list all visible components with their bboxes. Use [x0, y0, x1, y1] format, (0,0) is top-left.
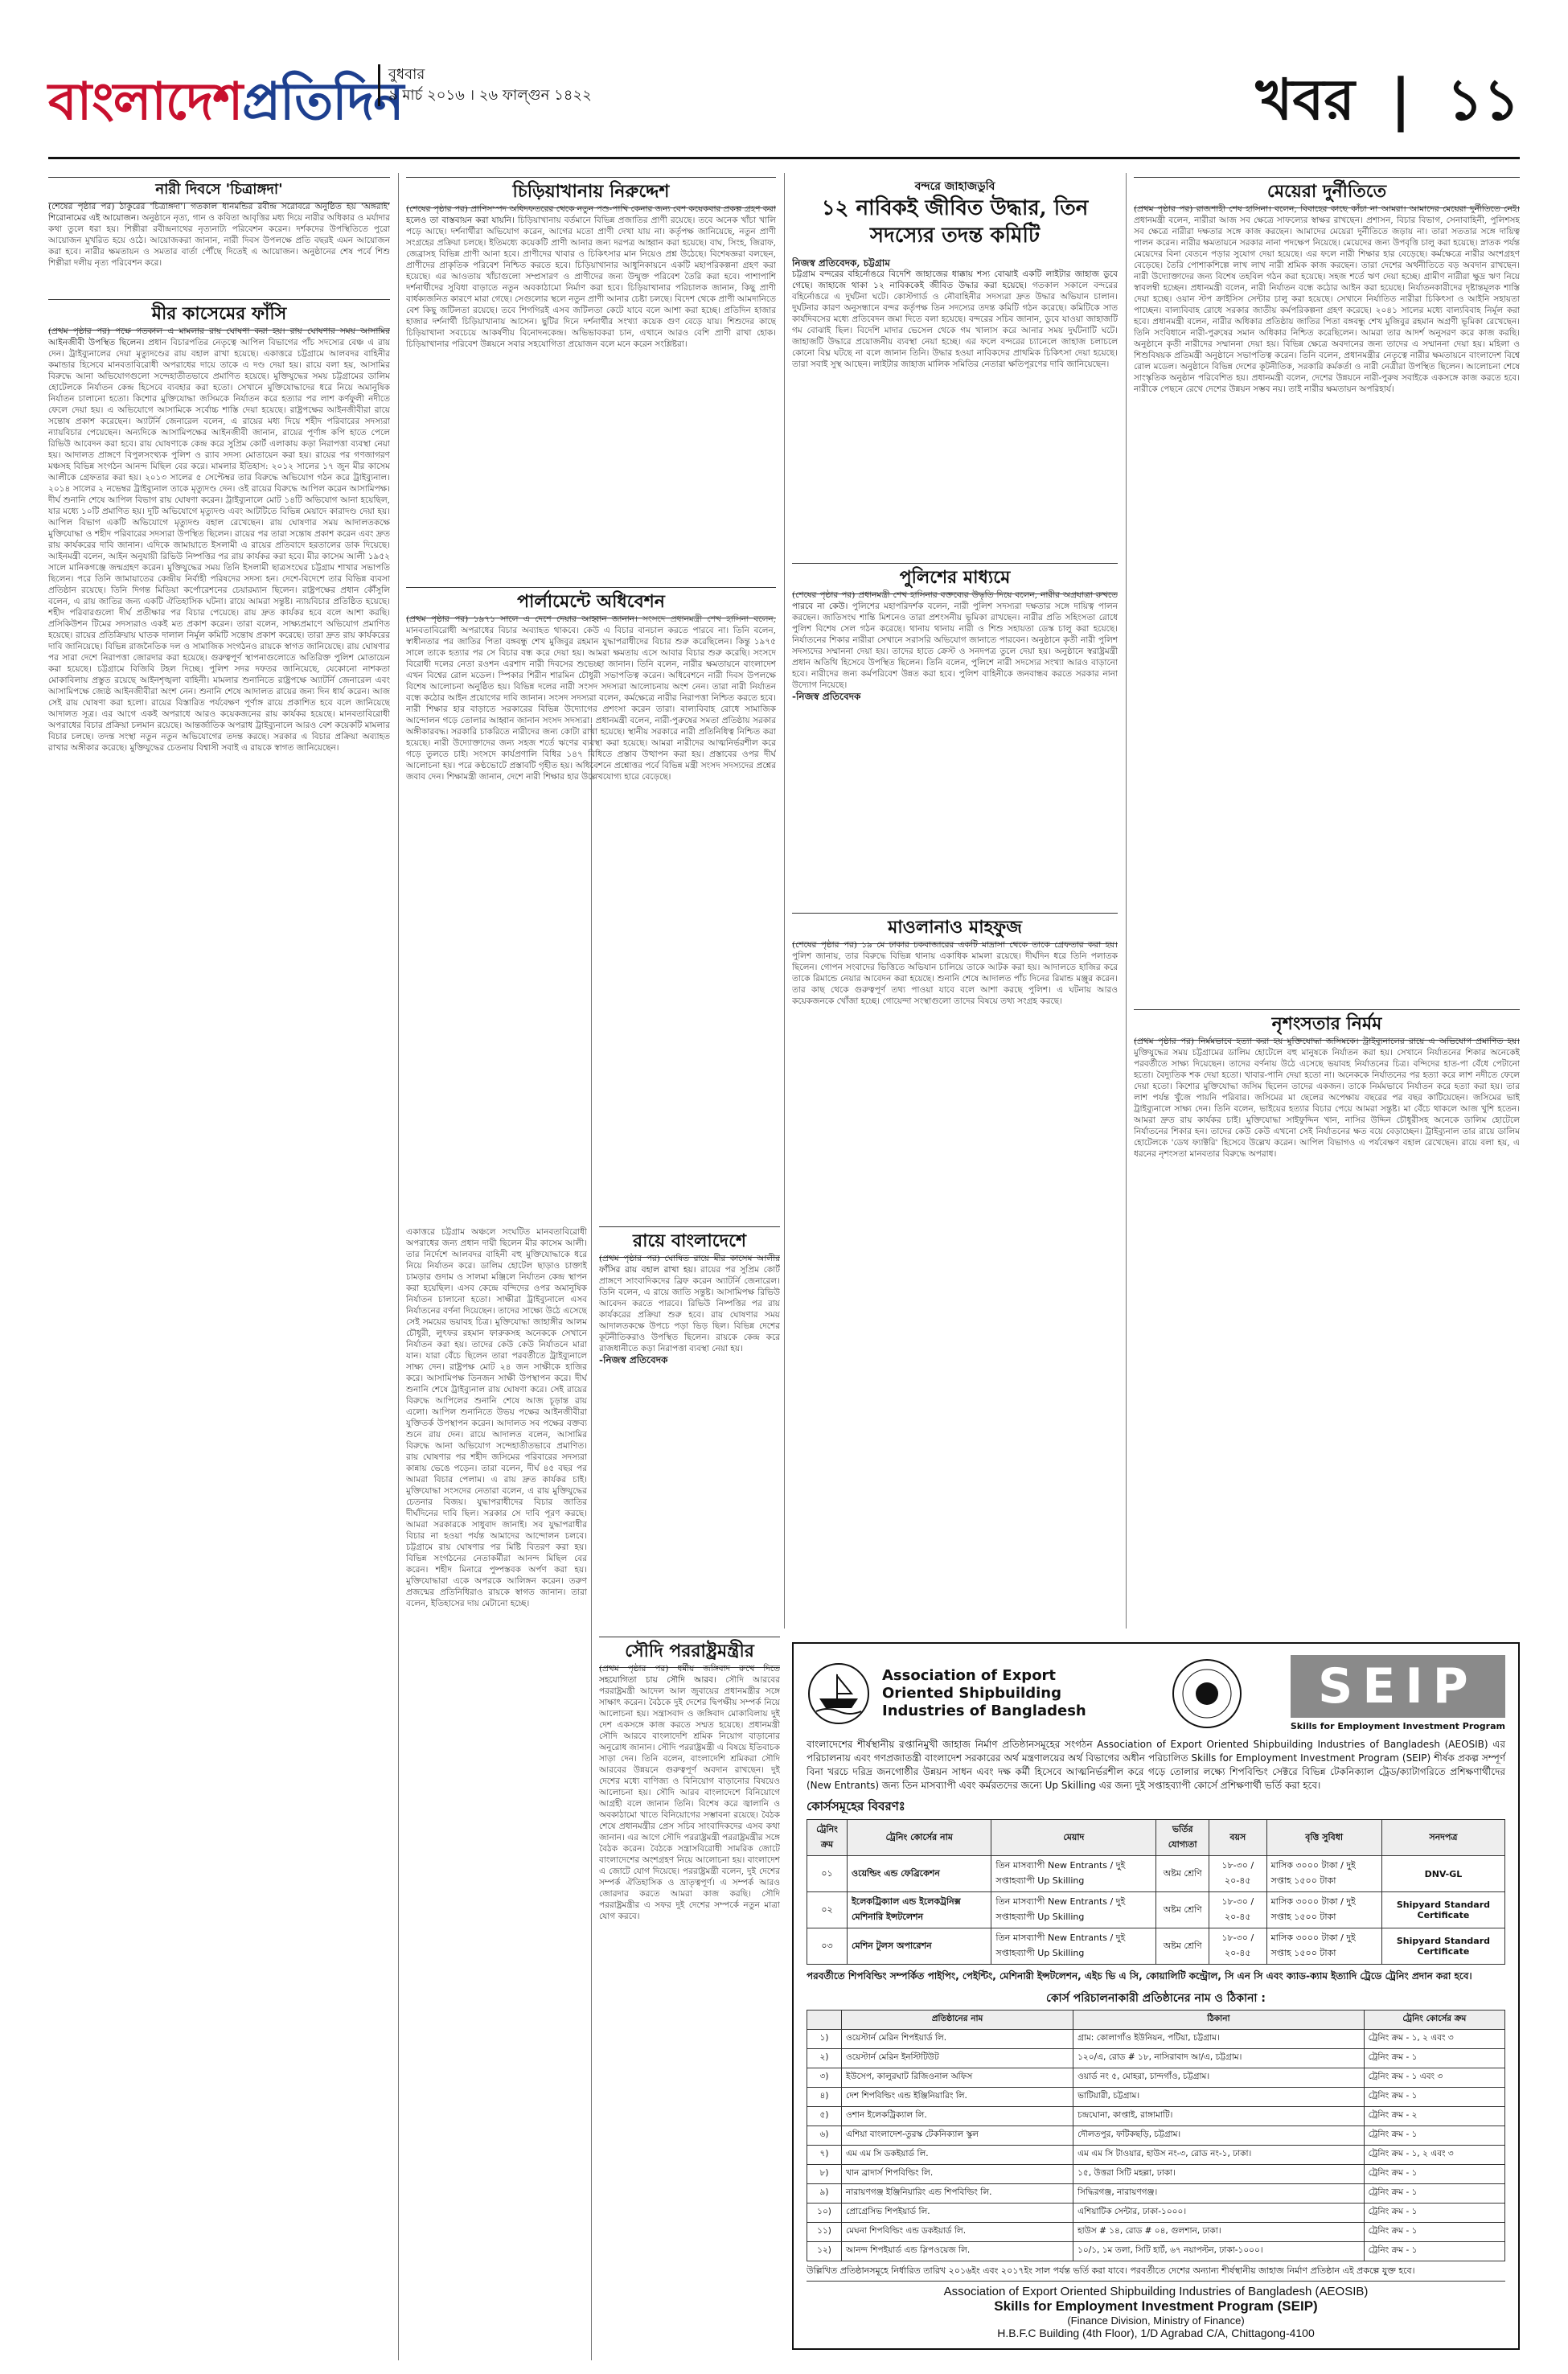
institute-name: এশিয়া বাংলাদেশ-তুরস্ক টেকনিক্যাল স্কুল [842, 2126, 1073, 2146]
headline-parliament: পার্লামেন্টে অধিবেশন [406, 587, 776, 618]
body-text: একাত্তরে চট্টগ্রাম অঞ্চলে সংঘটিত মানবতাবিরোধী অপরাধের জন্য প্রধান দায়ী ছিলেন মীর কাসেম আলী। তার নির্দেশে আলবদর বাহিনী বহু মুক্তিযোদ্ধাকে ধরে নিয়ে নির্যাতন করে। ডালিম হোটেল ছাড়াও চাক্তাই চামড়ার গুদাম ও সালমা মঞ্জিলে নির্যাতন কেন্দ্র স্থাপন করা হয়েছিল। এসব কেন্দ্রে বন্দিদের ওপর অমানুষিক নির্যাতন চালানো হতো। সাক্ষীরা ট্রাইব্যুনালে এসব নির্যাতনের বর্ণনা দিয়েছেন। তাদের সাক্ষ্যে উঠে এসেছে সেই সময়ের ভয়াবহ চিত্র। মুক্তিযোদ্ধা জাহাঙ্গীর আলম চৌধুরী, লুৎফর রহমান ফারুকসহ অনেককে সেখানে নির্যাতন করা হয়। তাদের কেউ কেউ নির্যাতনে মারা যান। যারা বেঁচে ছিলেন তারা পরবর্তীতে ট্রাইব্যুনালে সাক্ষ্য দেন। রাষ্ট্রপক্ষ মোট ২৪ জন সাক্ষীকে হাজির করে। আসামিপক্ষ তিনজন সাক্ষী উপস্থাপন করে। দীর্ঘ শুনানি শেষে ট্রাইব্যুনাল রায় ঘোষণা করে। সেই রায়ের বিরুদ্ধে আপিলের শুনানি শেষে আজ চূড়ান্ত রায় এলো। আপিল শুনানিতে উভয় পক্ষের আইনজীবীরা যুক্তিতর্ক উপস্থাপন করেন। আদালত সব পক্ষের বক্তব্য শুনে রায় দেন। রায়ে আদালত বলেন, আসামির বিরুদ্ধে আনা অভিযোগ সন্দেহাতীতভাবে প্রমাণিত। রায় ঘোষণার পর শহীদ জসিমের পরিবারের সদস্যরা কান্নায় ভেঙে পড়েন। তারা বলেন, দীর্ঘ ৪৫ বছর পর আমরা বিচার পেলাম। এ রায় দ্রুত কার্যকর চাই। মুক্তিযোদ্ধা সংসদের নেতারা বলেন, এ রায় মুক্তিযুদ্ধের চেতনার বিজয়। যুদ্ধাপরাধীদের বিচার জাতির দীর্ঘদিনের দাবি ছিল। সরকার সে দাবি পূরণ করছে। আমরা সরকারকে সাধুবাদ জানাই। সব যুদ্ধাপরাধীর বিচার না হওয়া পর্যন্ত আমাদের আন্দোলন চলবে। চট্টগ্রামে রায় ঘোষণার পর মিষ্টি বিতরণ করা হয়। বিভিন্ন সংগঠনের নেতাকর্মীরা আনন্দ মিছিল বের করেন। শহীদ মিনারে পুষ্পস্তবক অর্পণ করা হয়। মুক্তিযোদ্ধারা একে অপরকে আলিঙ্গন করেন। তরুণ প্রজন্মের প্রতিনিধিরাও রায়কে স্বাগত জানান। তারা বলেন, ইতিহাসের দায় মেটানো হচ্ছে। [406, 1227, 587, 1608]
article-brutal [1134, 1036, 1520, 1635]
article-mir-kasem-continued [406, 1226, 587, 2352]
article-lead: (প্রথম পৃষ্ঠার পর) ১৯৭১ সালে এ দেশে দেয়ার আহ্বান জানান। [406, 614, 638, 624]
institute-row [807, 2049, 1505, 2068]
article-mahfuz [792, 939, 1118, 1217]
institute-row [807, 2107, 1505, 2126]
headline-girls: মেয়েরা দুর্নীতিতে [1134, 177, 1520, 208]
masthead-rule [48, 157, 1520, 159]
course-no: ০১ [807, 1856, 848, 1892]
column-header: ট্রেনিং কোর্সের ক্রম [1364, 2011, 1504, 2030]
institute-no: ১) [807, 2030, 842, 2049]
institute-name: খান ব্রাদার্স শিপবিল্ডিং লি. [842, 2165, 1073, 2184]
article-lead: (প্রথম পৃষ্ঠার পর) ধর্মীয় জঙ্গিবাদ রুখে দিতে সহযোগিতা চায় সৌদি আরব। [599, 1664, 780, 1685]
article-girls [1134, 203, 1520, 1004]
institute-no: ৩) [807, 2068, 842, 2088]
institute-address: গ্রাম: কোলাগাঁও ইউনিয়ন, পটিয়া, চট্টগ্রাম। [1073, 2030, 1365, 2049]
institute-name: নারায়ণগঞ্জ ইঞ্জিনিয়ারিং এন্ড শিপবিল্ডিং লি. [842, 2184, 1073, 2204]
column-header: মেয়াদ [991, 1820, 1156, 1856]
article-credit: -নিজস্ব প্রতিবেদক [599, 1354, 668, 1366]
article-lead: (শেষের পৃষ্ঠার পর) প্রধানমন্ত্রী শেখ হাসিনার বক্তব্যের উদ্ধৃতি দিয়ে বলেন, নারীর অগ্রযাত্রা রুখতে পারবে না কেউ। [792, 590, 1118, 611]
institute-no: ১১) [807, 2223, 842, 2242]
article-lead: (প্রথম পৃষ্ঠার পর) ঘোষিত রায়ে মীর কাসেম আলীর ফাঁসির রায় বহাল রাখা হয়। [599, 1254, 780, 1275]
institute-no: ১২) [807, 2242, 842, 2261]
article-saudi [599, 1663, 780, 2355]
institute-address: ১০/১, ১ম তলা, সিটি হার্ট, ৬৭ নয়াপল্টন, ঢাকা-১০০০। [1073, 2242, 1365, 2261]
course-no: ০৩ [807, 1928, 848, 1965]
kicker-ship: বন্দরে জাহাজডুবি [914, 180, 995, 193]
course-row [807, 1928, 1505, 1965]
institute-address: এম এম সি টাওয়ার, হাউস নং-৩, রোড নং-১, ঢাকা। [1073, 2146, 1365, 2165]
institute-courses: ট্রেনিং ক্রম - ১ [1364, 2184, 1504, 2204]
article-lead: (শেষের পৃষ্ঠার পর) প্রাণিসম্পদ অধিদফতরের থেকে নতুন পশু-পাখি কেনার জন্য বেশ কয়েকবার প্রকল্প গ্রহণ করা হলেও তা বাস্তবায়ন করা যায়নি। [406, 204, 776, 225]
headline-police: পুলিশের মাধ্যমে [792, 563, 1118, 594]
body-text: পুলিশ জানায়, তার বিরুদ্ধে বিভিন্ন থানায় একাধিক মামলা রয়েছে। দীর্ঘদিন ধরে তিনি পলাতক ছিলেন। গোপন সংবাদের ভিত্তিতে অভিযান চালিয়ে তাকে আটক করা হয়। আদালতে হাজির করে তাকে রিমান্ডে নেয়ার আবেদন করা হয়েছে। শুনানি শেষে আদালত পাঁচ দিনের রিমান্ড মঞ্জুর করেন। তার কাছ থেকে গুরুত্বপূর্ণ তথ্য পাওয়া যাবে বলে আশা করছে পুলিশ। এ ঘটনায় আরও কয়েকজনকে খোঁজা হচ্ছে। গোয়েন্দা সংস্থাগুলো তাদের বিষয়ে তথ্য সংগ্রহ করছে। [792, 951, 1118, 1006]
headline-brutal: নৃশংসতার নির্মম [1134, 1009, 1520, 1041]
institute-address: চন্দ্রঘোনা, কাপ্তাই, রাঙ্গামাটি। [1073, 2107, 1365, 2126]
course-stipend: মাসিক ৩০০০ টাকা / দুই সপ্তাহ ১৫০০ টাকা [1266, 1892, 1381, 1928]
footer-address: H.B.F.C Building (4th Floor), 1/D Agrabad C/A, Chittagong-4100 [997, 2327, 1315, 2339]
course-certificate: Shipyard Standard Certificate [1381, 1928, 1504, 1965]
seip-logo-block [1291, 1655, 1505, 1731]
course-table-wrap [794, 1819, 1518, 1965]
course-duration: তিন মাসব্যাপী New Entrants / দুই সপ্তাহব্যাপী Up Skilling [991, 1892, 1156, 1928]
institute-row [807, 2223, 1505, 2242]
institute-row [807, 2068, 1505, 2088]
course-table [807, 1819, 1505, 1965]
institute-name: ওয়েস্টার্ন মেরিন ইনস্টিটিউট [842, 2049, 1073, 2068]
issue-date-text: ৯ মার্চ ২০১৬ । ২৬ ফাল্গুন ১৪২২ [388, 87, 592, 104]
column-divider [784, 173, 785, 1629]
institute-row [807, 2165, 1505, 2184]
article-lead: (প্রথম পৃষ্ঠার পর) পক্ষে গতকাল এ মামলার রায় ঘোষণা করা হয়। রায় ঘোষণার সময় আসামির আইনজীবী উপস্থিত ছিলেন। [48, 327, 390, 347]
institute-row [807, 2242, 1505, 2261]
headline-ship: ১২ নাবিকই জীবিত উদ্ধার, তিন সদস্যের তদন্ত কমিটি [821, 196, 1089, 248]
article-lead: (প্রথম পৃষ্ঠার পর) নির্মমভাবে হত্যা করা হয় মুক্তিযোদ্ধা জসিমকে। ট্রাইব্যুনালের রায়ে এ অভিযোগ প্রমাণিত হয়। [1134, 1037, 1520, 1046]
headline-mahfuz: মাওলানাও মাহফুজ [792, 913, 1118, 944]
article-parliament [406, 614, 776, 1221]
course-duration: তিন মাসব্যাপী New Entrants / দুই সপ্তাহব্যাপী Up Skilling [991, 1928, 1156, 1965]
institute-no: ৫) [807, 2107, 842, 2126]
institute-address: সিদ্ধিরগঞ্জ, নারায়ণগঞ্জ। [1073, 2184, 1365, 2204]
article-lead: (শেষের পৃষ্ঠার পর) ঠাকুরের 'চিত্রাঙ্গদা'। গতকাল ধানমন্ডির রবীন্দ্র সরোবরে অনুষ্ঠিত হয় 'অঙ্গরাই' শিরোনামের এই আয়োজন। [48, 202, 390, 223]
institute-courses: ট্রেনিং ক্রম - ১ [1364, 2204, 1504, 2223]
course-stipend: মাসিক ৩০০০ টাকা / দুই সপ্তাহ ১৫০০ টাকা [1266, 1856, 1381, 1892]
logo-part1: বাংলাদেশ [48, 72, 243, 132]
institutes-table-wrap [794, 2010, 1518, 2261]
headline-women-day: নারী দিবসে 'চিত্রাঙ্গদা' [48, 177, 390, 203]
column-header: প্রতিষ্ঠানের নাম [842, 2011, 1073, 2030]
issue-date [378, 64, 592, 106]
govt-seal-icon [1171, 1657, 1243, 1730]
body-text: সংসদে প্রধানমন্ত্রী শেখ হাসিনা বলেন, মানবতাবিরোধী অপরাধের বিচার অব্যাহত থাকবে। কেউ এ বিচার বানচাল করতে পারবে না। তিনি বলেন, স্বাধীনতার পর জাতির পিতা বঙ্গবন্ধু শেখ মুজিবুর রহমান যুদ্ধাপরাধীদের বিচার শুরু করেছিলেন। কিন্তু ১৯৭৫ সালে তাকে হত্যার পর সে বিচার বন্ধ করে দেয়া হয়। আমরা ক্ষমতায় এসে আবার বিচার শুরু করেছি। সংসদে বিরোধী দলের নেতা রওশন এরশাদ নারী দিবসের শুভেচ্ছা জানান। তিনি বলেন, নারীর ক্ষমতায়নে বাংলাদেশ এখন বিশ্বের রোল মডেল। স্পিকার শিরীন শারমিন চৌধুরী সভাপতিত্ব করেন। অধিবেশনে নারী দিবস উপলক্ষে বিশেষ আলোচনা অনুষ্ঠিত হয়। বিভিন্ন দলের নারী সংসদ সদস্যরা আলোচনায় অংশ নেন। তারা নারী নির্যাতন বন্ধে কঠোর আইন প্রয়োগের দাবি জানান। সংসদ সদস্যরা বলেন, কর্মক্ষেত্রে নারীর নিরাপত্তা নিশ্চিত করতে হবে। নারী শিক্ষার হার বাড়াতে সরকারের বিভিন্ন উদ্যোগের প্রশংসা করেন তারা। বাল্যবিবাহ রোধে সামাজিক আন্দোলন গড়ে তোলার আহ্বান জানান সংসদ সদস্যরা। প্রধানমন্ত্রী বলেন, নারী-পুরুষের সমতা প্রতিষ্ঠায় সরকার অঙ্গীকারবদ্ধ। সরকারি চাকরিতে নারীদের জন্য কোটা রাখা হয়েছে। স্থানীয় সরকারে নারী প্রতিনিধিত্ব নিশ্চিত করা হয়েছে। নারী উদ্যোক্তাদের জন্য সহজ শর্তে ঋণের ব্যবস্থা করা হয়েছে। আমরা নারীদের আত্মনির্ভরশীল করে গড়ে তুলতে চাই। সংসদে কার্যপ্রণালি বিধির ১৪৭ বিধিতে প্রস্তাব উত্থাপন করা হয়। প্রস্তাবের ওপর দীর্ঘ আলোচনা হয়। পরে কণ্ঠভোটে প্রস্তাবটি গৃহীত হয়। অধিবেশনে প্রশ্নোত্তর পর্বে বিভিন্ন মন্ত্রী সংসদ সদস্যদের প্রশ্নের জবাব দেন। শিক্ষামন্ত্রী জানান, দেশে নারী শিক্ষার হার উল্লেখযোগ্য হারে বেড়েছে। [406, 614, 776, 782]
course-qualification: অষ্টম শ্রেণি [1156, 1856, 1209, 1892]
course-qualification: অষ্টম শ্রেণি [1156, 1892, 1209, 1928]
institute-name: আনন্দ শিপইয়ার্ড এন্ড স্লিপওয়েজ লি. [842, 2242, 1073, 2261]
institute-courses: ট্রেনিং ক্রম - ১ [1364, 2126, 1504, 2146]
headline-mir-kasem: মীর কাসেমের ফাঁসি [48, 299, 390, 331]
article-zoo [406, 203, 776, 581]
course-duration: তিন মাসব্যাপী New Entrants / দুই সপ্তাহব্যাপী Up Skilling [991, 1856, 1156, 1892]
institute-courses: ট্রেনিং ক্রম - ১, ২ এবং ৩ [1364, 2146, 1504, 2165]
institute-row [807, 2146, 1505, 2165]
section-name: খবর [1255, 66, 1355, 133]
institute-no: ১০) [807, 2204, 842, 2223]
course-certificate: DNV-GL [1381, 1856, 1504, 1892]
article-mir-kasem [48, 326, 390, 2352]
seip-tagline: Skills for Employment Investment Program [1290, 1721, 1505, 1731]
institute-row [807, 2088, 1505, 2107]
page-number: ১১ [1447, 66, 1520, 133]
institute-address: ভাটিয়ারী, চট্টগ্রাম। [1073, 2088, 1365, 2107]
article-women-day [48, 201, 390, 294]
body-text: মুক্তিযুদ্ধের সময় চট্টগ্রামের ডালিম হোটেলে বহু মানুষকে নির্যাতন করা হয়। সেখানে নির্যাতনের শিকার অনেকেই পরবর্তীতে সাক্ষ্য দিয়েছেন। তাদের বর্ণনায় উঠে এসেছে ভয়াবহ নির্যাতনের চিত্র। বন্দিদের হাত-পা বেঁধে পেটানো হতো। বৈদ্যুতিক শক দেয়া হতো। খাবার-পানি দেয়া হতো না। অনেককে নির্যাতনের পর হত্যা করে লাশ নদীতে ফেলে দেয়া হতো। কিশোর মুক্তিযোদ্ধা জসিম ছিলেন তাদের একজন। তাকে নির্মমভাবে নির্যাতন করে হত্যা করা হয়। তার লাশ পর্যন্ত খুঁজে পায়নি পরিবার। জসিমের মা ছেলের অপেক্ষায় বছরের পর বছর কাটিয়েছেন। জসিমের ভাই ট্রাইব্যুনালে সাক্ষ্য দেন। তিনি বলেন, ভাইয়ের হত্যার বিচার পেয়ে আমরা সন্তুষ্ট। মা বেঁচে থাকলে আজ খুশি হতেন। আমরা দ্রুত রায় কার্যকর চাই। মুক্তিযোদ্ধা সাইফুদ্দিন খান, নাসির উদ্দিন চৌধুরীসহ অনেকে ডালিম হোটেলে নির্যাতনের শিকার হন। তাদের কেউ কেউ এখনো সেই নির্যাতনের ক্ষত বয়ে বেড়াচ্ছেন। ট্রাইব্যুনাল তার রায়ে ডালিম হোটেলকে 'ডেথ ফ্যাক্টরি' হিসেবে উল্লেখ করেন। আপিল বিভাগও এ পর্যবেক্ষণ বহাল রেখেছেন। রায়ে বলা হয়, এ ধরনের নৃশংসতা মানবতার বিরুদ্ধে অপরাধ। [1134, 1048, 1520, 1159]
institute-courses: ট্রেনিং ক্রম - ১ [1364, 2088, 1504, 2107]
institute-name: ওশান ইলেকট্রিক্যাল লি. [842, 2107, 1073, 2126]
ad-intro-text: বাংলাদেশের শীর্ষস্থানীয় রপ্তানিমুখী জাহাজ নির্মাণ প্রতিষ্ঠানসমূহের সংগঠন Association of Export Oriented Shipbuilding Industries of Bangladesh (AEOSIB) এর পরিচালনায় এবং গণপ্রজাতন্ত্রী বাংলাদেশ সরকারের অর্থ মন্ত্রণালয়ের অর্থ বিভাগের অধীন পরিচালিত Skills for Employment Investment Program (SEIP) শীর্ষক প্রকল্প সম্পূর্ণ বিনা খরচে দরিদ্র জনগোষ্ঠীর উন্নয়ন সাধন এবং দক্ষ কর্মী হিসেবে আত্মনির্ভরশীল করে গড়ে তোলার লক্ষ্যে শিপবিল্ডিং সেক্টরে বিভিন্ন টেকনিক্যাল ট্রেড/ক্যাটাগরিতে প্রশিক্ষণার্থীদের (New Entrants) জন্য তিন মাসব্যাপী এবং কর্মরতদের জন্যে Up Skilling এর জন্য দুই সপ্তাহব্যাপী কোর্সে প্রশিক্ষণার্থী ভর্তি করা হবে। [807, 1739, 1505, 1791]
body-text: রায়ের পর সুপ্রিম কোর্ট প্রাঙ্গণে সাংবাদিকদের ব্রিফ করেন অ্যাটর্নি জেনারেল। তিনি বলেন, এ রায়ে জাতি সন্তুষ্ট। আসামিপক্ষ রিভিউ আবেদন করতে পারবে। রিভিউ নিষ্পত্তির পর রায় কার্যকরের প্রক্রিয়া শুরু হবে। রায় ঘোষণার সময় আদালতকক্ষে উপচে পড়া ভিড় ছিল। বিভিন্ন দেশের কূটনীতিকরাও উপস্থিত ছিলেন। রায়কে কেন্দ্র করে রাজধানীতে কড়া নিরাপত্তা ব্যবস্থা নেয়া হয়। [599, 1265, 780, 1353]
seip-logo: SEIP [1291, 1655, 1505, 1718]
institute-name: ইউসেপ, কালুরঘাট রিজিওনাল অফিস [842, 2068, 1073, 2088]
article-credit: -নিজস্ব প্রতিবেদক [792, 691, 861, 702]
institute-name: ওয়েস্টার্ন মেরিন শিপইয়ার্ড লি. [842, 2030, 1073, 2049]
column-header: ভর্তির যোগ্যতা [1156, 1820, 1209, 1856]
institute-address: ওয়ার্ড নং ৫, মোহরা, চান্দগাঁও, চট্টগ্রাম। [1073, 2068, 1365, 2088]
body-text: গতকাল সকালে বন্দরের বহির্নোঙরে এ দুর্ঘটনা ঘটে। কোস্টগার্ড ও নৌবাহিনীর সদস্যরা দ্রুত উদ্ধার অভিযান চালান। দুর্ঘটনার কারণ অনুসন্ধানে বন্দর কর্তৃপক্ষ তিন সদস্যের তদন্ত কমিটি গঠন করেছে। কমিটিকে সাত কার্যদিবসের মধ্যে প্রতিবেদন জমা দিতে বলা হয়েছে। বন্দরের সচিব জানান, ডুবে যাওয়া জাহাজটি গম বোঝাই ছিল। বিদেশি মাদার ভেসেল থেকে গম খালাস করে আনার সময় দুর্ঘটনাটি ঘটে। জাহাজটি উদ্ধারে প্রয়োজনীয় ব্যবস্থা নেয়া হচ্ছে। এর ফলে বন্দরের চ্যানেলে জাহাজ চলাচলে কোনো বিঘ্ন ঘটছে না বলে জানান তিনি। উদ্ধার হওয়া নাবিকদের প্রাথমিক চিকিৎসা দেয়া হয়েছে। তারা সবাই সুস্থ আছেন। লাইটার জাহাজ মালিক সমিতির নেতারা ক্ষতিপূরণের দাবি জানিয়েছেন। [792, 281, 1118, 369]
institute-address: হাউস # ১৪, রোড # ০৪, গুলশান, ঢাকা। [1073, 2223, 1365, 2242]
article-ship [792, 257, 1118, 559]
article-lead: চট্টগ্রাম বন্দরের বহির্নোঙরে বিদেশি জাহাজের ধাক্কায় শস্য বোঝাই একটি লাইটার জাহাজ ডুবে গেছে। জাহাজে থাকা ১২ নাবিককেই জীবিত উদ্ধার করা হয়েছে। [792, 269, 1118, 290]
issue-day: বুধবার [388, 66, 425, 83]
article-verdict [599, 1253, 780, 1627]
logo-part2: প্রতিদিন [242, 72, 404, 132]
institute-courses: ট্রেনিং ক্রম - ১, ২ এবং ৩ [1364, 2030, 1504, 2049]
institute-no: ৪) [807, 2088, 842, 2107]
institute-name: প্রোগ্রেসিভ শিপইয়ার্ড লি. [842, 2204, 1073, 2223]
footer-org: Association of Export Oriented Shipbuilding Industries of Bangladesh (AEOSIB) [943, 2285, 1369, 2298]
course-name: মেশিন টুলস অপারেশন [848, 1928, 991, 1965]
column-header: ঠিকানা [1073, 2011, 1365, 2030]
future-courses-note: পরবর্তীতে শিপবিল্ডিং সম্পর্কিত পাইপিং, পেইন্টিং, মেশিনারী ইন্সটলেশন, এইচ ভি এ সি, কোয়ালিটি কন্ট্রোল, সি এন সি এবং ক্যাড-ক্যাম ইত্যাদি ট্রেডে ট্রেনিং প্রদান করা হবে। [807, 1970, 1472, 1982]
institute-address: ১২০/এ, রোড # ১৮, নাসিরাবাদ আ/এ, চট্টগ্রাম। [1073, 2049, 1365, 2068]
course-stipend: মাসিক ৩০০০ টাকা / দুই সপ্তাহ ১৫০০ টাকা [1266, 1928, 1381, 1965]
aeosib-emblem-icon [807, 1661, 871, 1726]
article-police [792, 589, 1118, 907]
institute-row [807, 2204, 1505, 2223]
institute-courses: ট্রেনিং ক্রম - ১ [1364, 2049, 1504, 2068]
headline-verdict: রায়ে বাংলাদেশে [599, 1226, 780, 1258]
institute-name: মেঘনা শিপবিল্ডিং এন্ড ডকইয়ার্ড লি. [842, 2223, 1073, 2242]
institute-courses: ট্রেনিং ক্রম - ১ [1364, 2242, 1504, 2261]
body-text: সৌদি আরবের পররাষ্ট্রমন্ত্রী আদেল আল জুবায়ের প্রধানমন্ত্রীর সঙ্গে সাক্ষাৎ করেন। বৈঠকে দুই দেশের দ্বিপক্ষীয় সম্পর্ক নিয়ে আলোচনা হয়। সন্ত্রাসবাদ ও জঙ্গিবাদ মোকাবিলায় দুই দেশ একসঙ্গে কাজ করতে সম্মত হয়েছে। প্রধানমন্ত্রী সৌদি আরবে বাংলাদেশি শ্রমিক নিয়োগ বাড়ানোর অনুরোধ জানান। সৌদি পররাষ্ট্রমন্ত্রী এ বিষয়ে ইতিবাচক সাড়া দেন। তিনি বলেন, বাংলাদেশি শ্রমিকরা সৌদি আরবের উন্নয়নে গুরুত্বপূর্ণ অবদান রাখছেন। দুই দেশের মধ্যে বাণিজ্য ও বিনিয়োগ বাড়ানোর বিষয়েও আলোচনা হয়। সৌদি আরব বাংলাদেশে বিনিয়োগে আগ্রহী বলে জানান তিনি। বিশেষ করে জ্বালানি ও অবকাঠামো খাতে বিনিয়োগের সম্ভাবনা রয়েছে। বৈঠক শেষে প্রধানমন্ত্রীর প্রেস সচিব সাংবাদিকদের এসব কথা জানান। এর আগে সৌদি পররাষ্ট্রমন্ত্রী পররাষ্ট্রমন্ত্রীর সঙ্গে বৈঠক করেন। বৈঠকে সন্ত্রাসবিরোধী সামরিক জোটে বাংলাদেশের অংশগ্রহণ নিয়ে আলোচনা হয়। বাংলাদেশ এ জোটে যোগ দিয়েছে। পররাষ্ট্রমন্ত্রী বলেন, দুই দেশের সম্পর্ক ঐতিহাসিক ও ভ্রাতৃত্বপূর্ণ। এ সম্পর্ক আরও জোরদার করতে আমরা কাজ করছি। সৌদি পররাষ্ট্রমন্ত্রীর এ সফর দুই দেশের সম্পর্কে নতুন মাত্রা যোগ করবে। [599, 1675, 780, 1921]
footer-program: Skills for Employment Investment Program (SEIP) [994, 2298, 1318, 2314]
column-divider [1126, 173, 1127, 1629]
body-text: অনুষ্ঠানে নৃত্য, গান ও কবিতা আবৃত্তির মধ্য দিয়ে নারীর অধিকার ও মর্যাদার কথা তুলে ধরা হয়। শিল্পীরা রবীন্দ্রনাথের নৃত্যনাট্য পরিবেশন করেন। দর্শকদের উপস্থিতিতে পুরো আয়োজন মুখরিত হয়ে ওঠে। আয়োজকরা জানান, নারী দিবস উপলক্ষে প্রতি বছরই এমন আয়োজন করা হবে। নারীর ক্ষমতায়ন ও সমতার বার্তা পৌঁছে দিতেই এ আয়োজন। অনুষ্ঠানের শেষ পর্বে শিশু শিল্পীরা দলীয় নৃত্য পরিবেশন করে। [48, 213, 390, 268]
column-header [807, 2011, 842, 2030]
body-text: প্রধানমন্ত্রী বলেন, নারীরা আজ সব ক্ষেত্রে সাফল্যের স্বাক্ষর রাখছেন। প্রশাসন, বিচার বিভাগ, সেনাবাহিনী, পুলিশসহ সব ক্ষেত্রে নারীরা দক্ষতার সঙ্গে কাজ করছেন। আমাদের মেয়েরা দুর্নীতিতে জড়ায় না। তারা সততার সঙ্গে দায়িত্ব পালন করেন। নারীর ক্ষমতায়নে সরকার নানা পদক্ষেপ নিয়েছে। মেয়েদের জন্য উপবৃত্তি চালু করা হয়েছে। স্নাতক পর্যন্ত মেয়েদের বিনা বেতনে পড়ার সুযোগ দেয়া হয়েছে। এর ফলে নারী শিক্ষার হার বেড়েছে। কর্মক্ষেত্রে নারীর অংশগ্রহণ বেড়েছে। তৈরি পোশাকশিল্পে লাখ লাখ নারী শ্রমিক কাজ করছেন। তারা দেশের অর্থনীতিতে বড় অবদান রাখছেন। নারী উদ্যোক্তাদের জন্য বিশেষ তহবিল গঠন করা হয়েছে। সহজ শর্তে ঋণ দেয়া হচ্ছে। গ্রামীণ নারীরা ক্ষুদ্র ঋণ নিয়ে স্বাবলম্বী হচ্ছেন। প্রধানমন্ত্রী বলেন, নারী নির্যাতন বন্ধে কঠোর আইন করা হয়েছে। নির্যাতনকারীদের দৃষ্টান্তমূলক শাস্তি দেয়া হচ্ছে। ওয়ান স্টপ ক্রাইসিস সেন্টার চালু করা হয়েছে। সেখানে নির্যাতিত নারীরা চিকিৎসা ও আইনি সহায়তা পাচ্ছেন। বাল্যবিবাহ রোধে সরকার জাতীয় কর্মপরিকল্পনা গ্রহণ করেছে। ২০৪১ সালের মধ্যে বাল্যবিবাহ নির্মূল করা হবে। প্রধানমন্ত্রী বলেন, নারীর অধিকার প্রতিষ্ঠায় জাতির পিতা বঙ্গবন্ধু শেখ মুজিবুর রহমান অগ্রণী ভূমিকা রেখেছেন। তিনি সংবিধানে নারী-পুরুষের সমান অধিকার নিশ্চিত করেছিলেন। আমরা তার আদর্শ অনুসরণ করে কাজ করছি। অনুষ্ঠানে কৃতী নারীদের সম্মাননা দেয়া হয়। বিভিন্ন ক্ষেত্রে অবদানের জন্য তাদের এ সম্মাননা দেয়া হয়। মহিলা ও শিশুবিষয়ক প্রতিমন্ত্রী অনুষ্ঠানে সভাপতিত্ব করেন। তিনি বলেন, প্রধানমন্ত্রীর নেতৃত্বে নারীর ক্ষমতায়নে বাংলাদেশ বিশ্বে রোল মডেল। অনুষ্ঠানে বিভিন্ন দেশের কূটনীতিক, সরকারি কর্মকর্তা ও নারী নেত্রীরা উপস্থিত ছিলেন। আলোচনা শেষে সাংস্কৃতিক অনুষ্ঠান পরিবেশিত হয়। প্রধানমন্ত্রী বলেন, দেশের উন্নয়নে নারী-পুরুষ সবাইকে একসঙ্গে কাজ করতে হবে। নারীকে পেছনে রেখে দেশের উন্নয়ন সম্ভব নয়। তাই নারীর ক্ষমতায়ন অপরিহার্য। [1134, 216, 1520, 394]
institute-no: ৭) [807, 2146, 842, 2165]
institute-no: ২) [807, 2049, 842, 2068]
course-no: ০২ [807, 1892, 848, 1928]
closing-note: উল্লিখিত প্রতিষ্ঠানসমূহে নির্ধারিত তারিখ ২০১৬ইং এবং ২০১৭ইং সাল পর্যন্ত ভর্তি করা যাবে। পরবর্তীতে দেশের অন্যান্য শীর্ষস্থানীয় জাহাজ নির্মাণ প্রতিষ্ঠান এই প্রকল্পে যুক্ত হবে। [807, 2265, 1415, 2276]
ad-org-block [807, 1661, 1123, 1726]
institute-courses: ট্রেনিং ক্রম - ১ এবং ৩ [1364, 2068, 1504, 2088]
institute-address: ১৫, উত্তরা সিটি মহল্লা, ঢাকা। [1073, 2165, 1365, 2184]
course-age: ১৮-৩০ / ২০-৪৫ [1209, 1928, 1266, 1965]
institutes-table-header [807, 2011, 1505, 2030]
column-header: বৃত্তি সুবিধা [1266, 1820, 1381, 1856]
column-header: ট্রেনিং কোর্সের নাম [848, 1820, 991, 1856]
institute-name: দেশ শিপবিল্ডিং এন্ড ইঞ্জিনিয়ারিং লি. [842, 2088, 1073, 2107]
institute-address: এশিয়াটিক সেন্টার, ঢাকা-১০০০। [1073, 2204, 1365, 2223]
headline-saudi: সৌদি পররাষ্ট্রমন্ত্রীর [599, 1637, 780, 1668]
column-header: বয়স [1209, 1820, 1266, 1856]
institute-row [807, 2184, 1505, 2204]
course-age: ১৮-৩০ / ২০-৪৫ [1209, 1892, 1266, 1928]
advertisement-aeosib-seip [792, 1642, 1520, 2350]
institute-no: ৯) [807, 2184, 842, 2204]
institute-courses: ট্রেনিং ক্রম - ১ [1364, 2223, 1504, 2242]
course-age: ১৮-৩০ / ২০-৪৫ [1209, 1856, 1266, 1892]
course-row [807, 1856, 1505, 1892]
article-byline: নিজস্ব প্রতিবেদক, চট্টগ্রাম [792, 257, 890, 269]
headline-zoo: চিড়িয়াখানায় নিরুদ্দেশ [406, 177, 776, 208]
column-header: ট্রেনিং ক্রম [807, 1820, 848, 1856]
body-text: চিড়িয়াখানায় বর্তমানে বিভিন্ন প্রজাতির প্রাণী রয়েছে। তবে অনেক খাঁচা খালি পড়ে আছে। দর্শনার্থীরা অভিযোগ করেন, আগের মতো প্রাণী দেখা যায় না। কর্তৃপক্ষ জানিয়েছে, নতুন প্রাণী সংগ্রহের প্রক্রিয়া চলছে। ইতিমধ্যে কয়েকটি প্রাণী আনার জন্য দরপত্র আহ্বান করা হয়েছে। বাঘ, সিংহ, জিরাফ, জেব্রাসহ বিভিন্ন প্রাণী আনা হবে। প্রাণীদের খাবার ও চিকিৎসার মান নিয়েও প্রশ্ন উঠেছে। বিশেষজ্ঞরা বলছেন, প্রাণীদের প্রাকৃতিক পরিবেশ নিশ্চিত করতে হবে। চিড়িয়াখানার আধুনিকায়নে একটি মহাপরিকল্পনা গ্রহণ করা হয়েছে। এর আওতায় খাঁচাগুলো সম্প্রসারণ ও প্রাণীদের জন্য উন্মুক্ত পরিবেশ তৈরি করা হবে। পাশাপাশি দর্শনার্থীদের সুবিধা বাড়াতে নতুন অবকাঠামো নির্মাণ করা হবে। চিড়িয়াখানার পরিচালক জানান, কিছু প্রাণী বার্ধক্যজনিত কারণে মারা গেছে। সেগুলোর স্থলে নতুন প্রাণী আনার চেষ্টা চলছে। বিদেশ থেকে প্রাণী আমদানিতে বেশ কিছু জটিলতা রয়েছে। তবে শিগগিরই এসব জটিলতা কেটে যাবে বলে আশা করা হচ্ছে। প্রতিদিন হাজার হাজার দর্শনার্থী চিড়িয়াখানায় আসেন। ছুটির দিনে দর্শনার্থীর সংখ্যা কয়েক গুণ বেড়ে যায়। শিশুদের কাছে চিড়িয়াখানা সবচেয়ে আকর্ষণীয় বিনোদনকেন্দ্র। অভিভাবকরা চান, এখানে আরও বেশি প্রাণী রাখা হোক। চিড়িয়াখানার পরিবেশ উন্নয়নে সবার সহযোগিতা প্রয়োজন বলে মনে করেন সংশ্লিষ্টরা। [406, 216, 776, 349]
course-row [807, 1892, 1505, 1928]
footer-division: (Finance Division, Ministry of Finance) [1067, 2314, 1245, 2327]
column-divider [398, 173, 399, 2360]
ad-footer [807, 2281, 1505, 2339]
institutes-table [807, 2010, 1505, 2261]
section-label: খবর | ১১ [1255, 66, 1520, 133]
course-qualification: অষ্টম শ্রেণি [1156, 1928, 1209, 1965]
article-lead: (শেষের পৃষ্ঠার পর) ১৯ মে ঢাকার চকবাজারের একটি মাদ্রাসা থেকে তাকে গ্রেফতার করা হয়। [792, 940, 1118, 950]
body-text: প্রধান বিচারপতির নেতৃত্বে আপিল বিভাগের পাঁচ সদস্যের বেঞ্চ এ রায় দেন। ট্রাইব্যুনালের দেয়া মৃত্যুদণ্ডের রায় বহাল রাখা হয়েছে। একাত্তরে চট্টগ্রামে আলবদর বাহিনীর কমান্ডার হিসেবে মানবতাবিরোধী অপরাধের দায়ে তাকে এ দণ্ড দেয়া হয়। রায়ে বলা হয়, আসামির বিরুদ্ধে আনা অভিযোগগুলো সন্দেহাতীতভাবে প্রমাণিত হয়েছে। মুক্তিযুদ্ধের সময় চট্টগ্রামের ডালিম হোটেলকে নির্যাতন কেন্দ্র হিসেবে ব্যবহার করা হতো। সেখানে মুক্তিযোদ্ধাদের ধরে নিয়ে অমানুষিক নির্যাতন চালানো হতো। কিশোর মুক্তিযোদ্ধা জসিমকে নির্যাতন করে হত্যার পর লাশ কর্ণফুলী নদীতে ফেলে দেয়া হয়। এ অভিযোগে আসামিকে সর্বোচ্চ শাস্তি দেয়া হয়েছে। রাষ্ট্রপক্ষের আইনজীবীরা রায়ে সন্তোষ প্রকাশ করেছেন। অ্যাটর্নি জেনারেল বলেন, এ রায়ের মধ্য দিয়ে শহীদ পরিবারের সদস্যরা ন্যায়বিচার পেয়েছেন। অন্যদিকে আসামিপক্ষের আইনজীবী জানান, রায়ের পূর্ণাঙ্গ কপি হাতে পেলে রিভিউ আবেদন করা হবে। রায় ঘোষণাকে কেন্দ্র করে সুপ্রিম কোর্ট এলাকায় কড়া নিরাপত্তা ব্যবস্থা নেয়া হয়। আদালত প্রাঙ্গণে বিপুলসংখ্যক পুলিশ ও র‌্যাব সদস্য মোতায়েন করা হয়। রায়ের পর গণজাগরণ মঞ্চসহ বিভিন্ন সংগঠন আনন্দ মিছিল বের করে। মামলার ইতিহাস: ২০১২ সালের ১৭ জুন মীর কাসেম আলীকে গ্রেফতার করা হয়। ২০১৩ সালের ৫ সেপ্টেম্বর তার বিরুদ্ধে অভিযোগ গঠন করে ট্রাইব্যুনাল। ২০১৪ সালের ২ নভেম্বর ট্রাইব্যুনাল তাকে মৃত্যুদণ্ড দেন। ওই রায়ের বিরুদ্ধে আপিল করেন আসামিপক্ষ। দীর্ঘ শুনানি শেষে আপিল বিভাগ রায় ঘোষণা করেন। ট্রাইব্যুনালে মোট ১৪টি অভিযোগ আনা হয়েছিল, যার মধ্যে ১০টি প্রমাণিত হয়। দুটি অভিযোগে মৃত্যুদণ্ড এবং আটটিতে বিভিন্ন মেয়াদে কারাদণ্ড দেয়া হয়। আপিল বিভাগ একটি অভিযোগে মৃত্যুদণ্ড বহাল রেখেছেন। রায় ঘোষণার সময় আদালতকক্ষে মুক্তিযোদ্ধা ও শহীদ পরিবারের সদস্যরা উপস্থিত ছিলেন। রায়ের পর তারা সন্তোষ প্রকাশ করেন এবং দ্রুত রায় কার্যকরের দাবি জানান। এদিকে জামায়াতে ইসলামী এ রায়ের প্রতিবাদে হরতালের ডাক দিয়েছে। আইনমন্ত্রী বলেন, আইন অনুযায়ী রিভিউ নিষ্পত্তির পর রায় কার্যকর করা হবে। মীর কাসেম আলী ১৯৫২ সালে মানিকগঞ্জে জন্মগ্রহণ করেন। মুক্তিযুদ্ধের সময় তিনি ইসলামী ছাত্রসংঘের চট্টগ্রাম শাখার সভাপতি ছিলেন। পরে তিনি জামায়াতের কেন্দ্রীয় নির্বাহী পরিষদের সদস্য হন। দেশে-বিদেশে তার বিভিন্ন ব্যবসা প্রতিষ্ঠান রয়েছে। তিনি দিগন্ত মিডিয়া কর্পোরেশনের চেয়ারম্যান ছিলেন। রাষ্ট্রপক্ষের প্রধান কৌঁসুলি বলেন, এ রায় জাতির জন্য একটি ঐতিহাসিক ঘটনা। রায়ে আমরা সন্তুষ্ট। ন্যায়বিচার প্রতিষ্ঠিত হয়েছে। শহীদ পরিবারগুলো দীর্ঘ প্রতীক্ষার পর বিচার পেয়েছে। রায় দ্রুত কার্যকর হবে বলে আশা করছি। প্রসিকিউশন টিমের সদস্যরাও একই মত প্রকাশ করেন। তারা বলেন, সাক্ষ্যপ্রমাণে অভিযোগ প্রমাণিত হয়েছে। রায়ের প্রতিক্রিয়ায় ঘাতক দালাল নির্মূল কমিটি সন্তোষ প্রকাশ করেছে। তারা দ্রুত রায় কার্যকরের দাবি জানিয়েছে। বিভিন্ন রাজনৈতিক দল ও সামাজিক সংগঠনও রায়কে স্বাগত জানিয়েছে। রায় ঘোষণার পর সারা দেশে নিরাপত্তা জোরদার করা হয়েছে। গুরুত্বপূর্ণ স্থাপনাগুলোতে অতিরিক্ত পুলিশ মোতায়েন করা হয়েছে। চট্টগ্রামে বিজিবি টহল দিচ্ছে। পুলিশ সদর দফতর জানিয়েছে, যেকোনো নাশকতা মোকাবিলায় প্রস্তুত রয়েছে আইনশৃঙ্খলা বাহিনী। মামলার শুনানিতে রাষ্ট্রপক্ষে অ্যাটর্নি জেনারেল এবং আসামিপক্ষে জ্যেষ্ঠ আইনজীবীরা অংশ নেন। শুনানি শেষে আদালত রায়ের জন্য দিন ধার্য করেন। আজ সেই রায় ঘোষণা করা হলো। রায়ের বিস্তারিত পর্যবেক্ষণ পূর্ণাঙ্গ রায়ে প্রকাশিত হবে বলে জানিয়েছে আদালত সূত্র। এর আগে একই অপরাধে আরও কয়েকজনের রায় কার্যকর হয়েছে। মানবতাবিরোধী অপরাধের বিচার প্রক্রিয়া চলমান রয়েছে। আন্তর্জাতিক অপরাধ ট্রাইব্যুনালে আরও বেশ কয়েকটি মামলার বিচার চলছে। তদন্ত সংস্থা নতুন নতুন অভিযোগের তদন্ত করছে। সরকার এ বিচার প্রক্রিয়া অব্যাহত রাখার অঙ্গীকার করেছে। মুক্তিযুদ্ধের চেতনায় বিশ্বাসী সবাই এ রায়কে স্বাগত জানিয়েছেন। [48, 338, 390, 753]
institute-courses: ট্রেনিং ক্রম - ১ [1364, 2165, 1504, 2184]
course-heading: কোর্সসমূহের বিবরণঃ [807, 1799, 905, 1813]
course-table-header [807, 1820, 1505, 1856]
course-name: ইলেকট্রিক্যাল এন্ড ইলেকট্রনিক্স মেশিনারি ইন্সটলেশন [848, 1892, 991, 1928]
institute-courses: ট্রেনিং ক্রম - ২ [1364, 2107, 1504, 2126]
institute-row [807, 2030, 1505, 2049]
institute-name: এম এম সি ডকইয়ার্ড লি. [842, 2146, 1073, 2165]
article-lead: (প্রথম পৃষ্ঠার পর) রাজশাহী শেষ হাসিনা। বলেন, বিবাহের কাছে কাঁচা না আমরা। আমাদের মেয়েরা দুর্নীতিতে নেই। [1134, 204, 1520, 214]
newspaper-logo [48, 63, 403, 149]
institute-no: ৬) [807, 2126, 842, 2146]
institute-no: ৮) [807, 2165, 842, 2184]
column-header: সনদপত্র [1381, 1820, 1504, 1856]
institute-row [807, 2126, 1505, 2146]
ad-org-name: Association of Export Oriented Shipbuilding Industries of Bangladesh [882, 1666, 1086, 1719]
institutes-heading: কোর্স পরিচালনাকারী প্রতিষ্ঠানের নাম ও ঠিকানা : [1046, 1992, 1266, 2005]
body-text: পুলিশের মহাপরিদর্শক বলেন, নারী পুলিশ সদস্যরা দক্ষতার সঙ্গে দায়িত্ব পালন করছেন। জাতিসংঘ শান্তি মিশনেও তারা প্রশংসনীয় ভূমিকা রাখছেন। নারীর প্রতি সহিংসতা রোধে পুলিশ বিশেষ সেল গঠন করেছে। থানায় থানায় নারী ও শিশু সহায়তা ডেস্ক চালু করা হয়েছে। নির্যাতনের শিকার নারীরা সেখানে সরাসরি অভিযোগ জানাতে পারবেন। অনুষ্ঠানে কৃতী নারী পুলিশ সদস্যদের সম্মাননা দেয়া হয়। তাদের হাতে ক্রেস্ট ও সনদপত্র তুলে দেয়া হয়। অনুষ্ঠানে স্বরাষ্ট্রমন্ত্রী প্রধান অতিথি হিসেবে উপস্থিত ছিলেন। তিনি বলেন, পুলিশে নারী সদস্যের সংখ্যা আরও বাড়ানো হবে। নারীদের জন্য কর্মপরিবেশ উন্নত করা হবে। পুলিশ বাহিনীকে জনবান্ধব করতে সরকার নানা উদ্যোগ নিয়েছে। [792, 602, 1118, 690]
institute-address: দৌলতপুর, ফটিকছড়ি, চট্টগ্রাম। [1073, 2126, 1365, 2146]
course-name: ওয়েল্ডিং এন্ড ফেব্রিকেশন [848, 1856, 991, 1892]
course-certificate: Shipyard Standard Certificate [1381, 1892, 1504, 1928]
ad-header [794, 1644, 1518, 1738]
